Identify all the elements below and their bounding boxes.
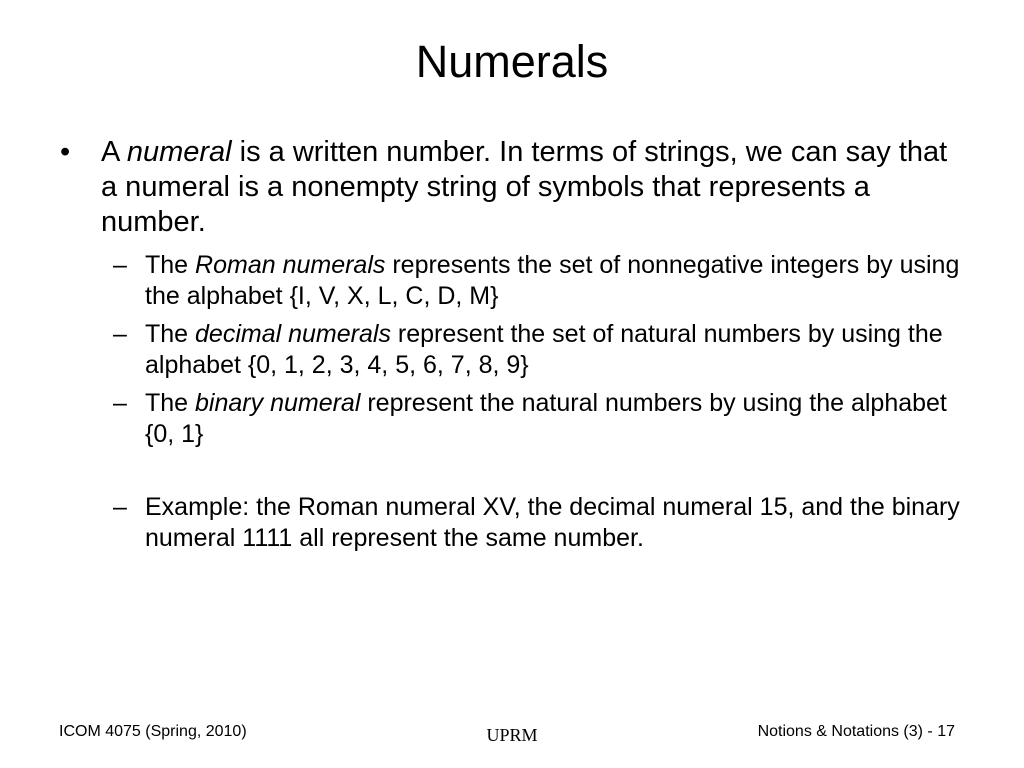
main-bullet-pre: A [101,136,127,168]
main-bullet-term: numeral [126,136,232,168]
sub-bullet-term: Roman numerals [195,251,386,279]
sub-bullet-text [145,250,973,312]
sub-bullet-decimal [113,319,973,381]
sub-bullet-pre: The [145,389,196,417]
footer-slide-number: Notions & Notations (3) - 17 [757,723,955,740]
sub-bullet-marker: – [113,389,127,417]
sub-bullet-pre: The [145,251,196,279]
slide-title: Numerals [415,36,609,87]
sub-bullet-text [145,319,973,381]
sub-bullet-term: binary numeral [195,389,361,417]
main-bullet [60,135,960,240]
sub-bullet-text [145,388,973,450]
sub-bullet-term: decimal numerals [195,320,391,348]
sub-bullet-pre: Example: the Roman numeral XV, the decimal numeral 15, and the binary numeral 1111 all represent the same number. [145,493,960,552]
sub-bullet-marker: – [113,320,127,348]
sub-bullet-post: represent the set of natural numbers by using the alphabet {0, 1, 2, 3, 4, 5, 6, 7, 8, 9} [145,320,943,379]
main-bullet-post: is a written number. In terms of strings, we can say that a numeral is a nonempty string of symbols that represents a number. [101,136,948,238]
sub-bullet-post: represents the set of nonnegative integers by using the alphabet {I, V, X, L, C, D, M} [145,251,960,310]
sub-bullet-marker: – [113,493,127,521]
main-bullet-text [101,135,960,240]
footer-course: ICOM 4075 (Spring, 2010) [59,723,247,740]
sub-bullet-text [145,492,973,554]
footer-institution: UPRM [486,725,538,745]
sub-bullet-roman [113,250,973,312]
sub-bullet-pre: The [145,320,196,348]
sub-bullet-post: represent the natural numbers by using the alphabet {0, 1} [145,389,947,448]
sub-bullet-binary [113,388,973,450]
bullet-marker: • [60,136,71,168]
sub-bullet-example [113,492,973,554]
sub-bullet-marker: – [113,251,127,279]
